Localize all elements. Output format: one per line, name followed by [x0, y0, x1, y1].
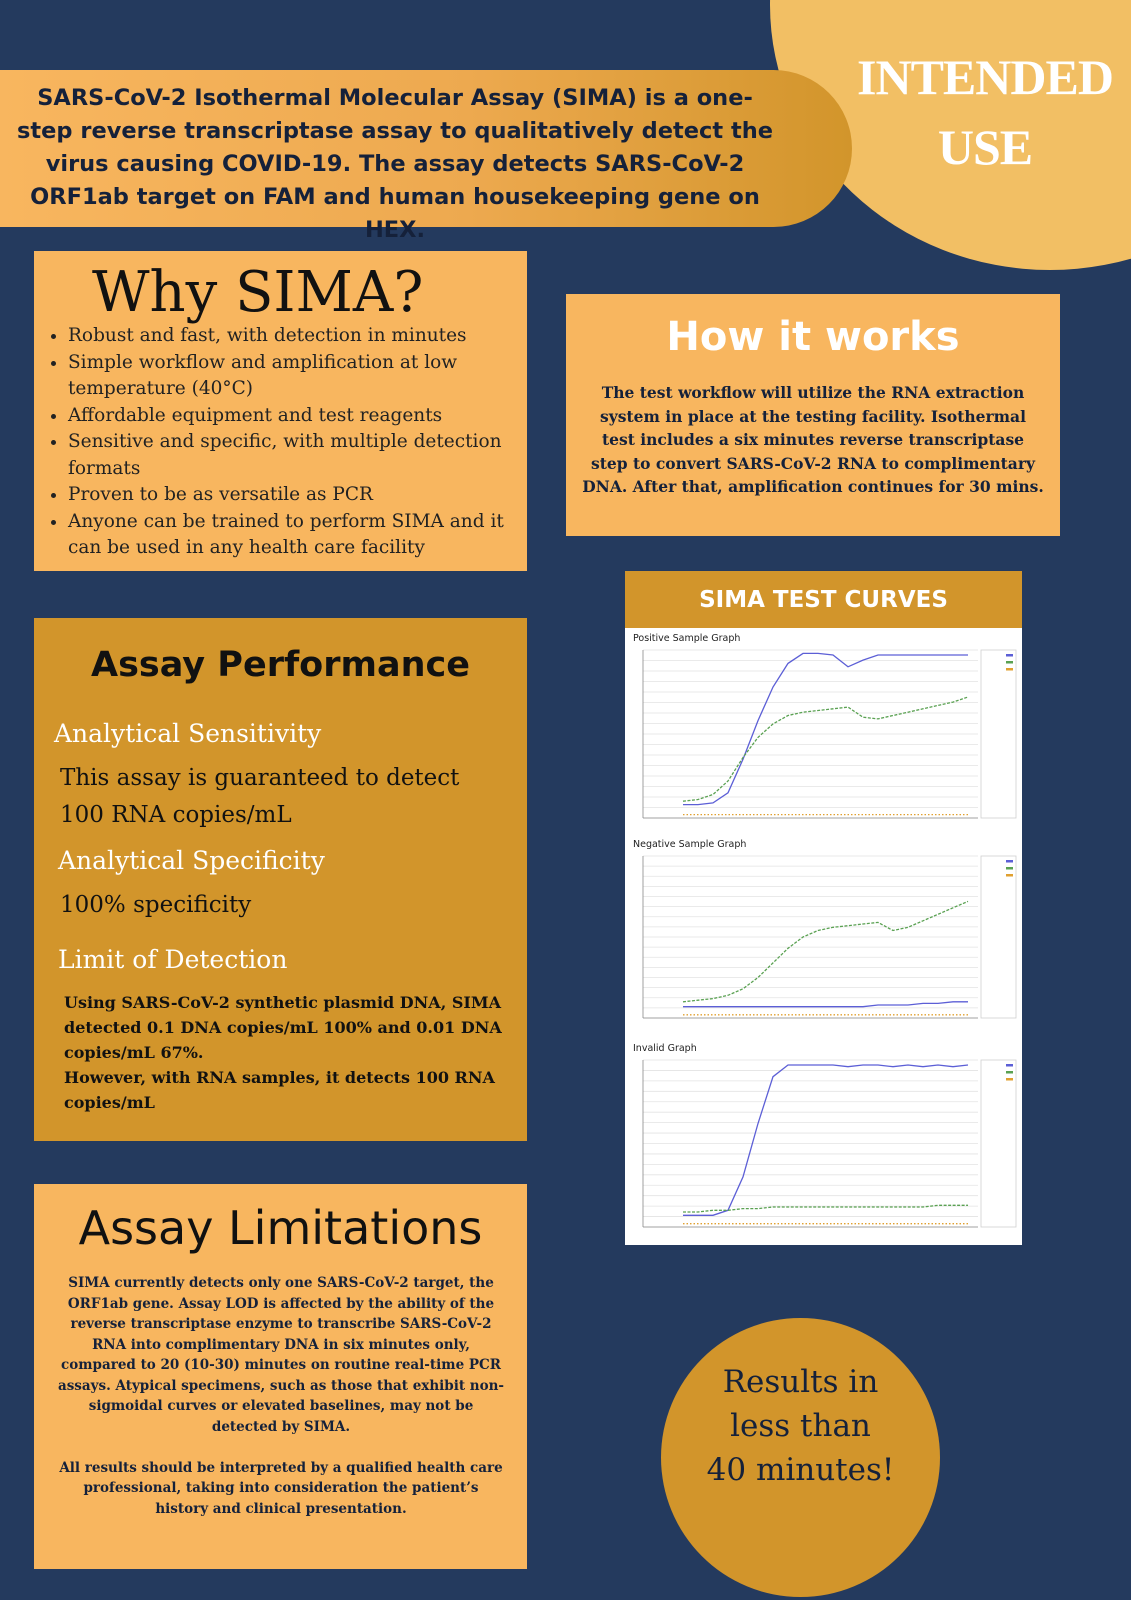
results-line1: Results in: [722, 1364, 879, 1400]
graph-title: Negative Sample Graph: [633, 839, 747, 850]
legend-box: [981, 1060, 1016, 1227]
limitations-paragraph-2: All results should be interpreted by a qualified health care professional, taking into consideration the patient’s history and clinical presentation.: [59, 1459, 503, 1517]
why-sima-list: [44, 323, 514, 562]
specificity-heading: Analytical Specificity: [58, 846, 325, 875]
intended-use-title: [845, 42, 1125, 182]
intended-use-title-line2: USE: [937, 119, 1033, 175]
results-line3: 40 minutes!: [706, 1452, 895, 1488]
graph-title: Positive Sample Graph: [633, 633, 741, 644]
positive-sample-graph: [629, 646, 1018, 832]
how-it-works-title: How it works: [666, 314, 960, 360]
legend-swatch-rox: [1006, 668, 1013, 671]
list-item: • Simple workflow and amplification at low temperature (40°C): [68, 350, 514, 403]
specificity-text: 100% specificity: [60, 892, 252, 918]
legend-swatch-rox: [1006, 1078, 1013, 1081]
sensitivity-heading: Analytical Sensitivity: [54, 719, 322, 748]
legend-swatch-hex: [1006, 867, 1013, 870]
list-item: • Proven to be as versatile as PCR: [68, 482, 514, 509]
legend-swatch-hex: [1006, 661, 1013, 664]
assay-limitations-title: Assay Limitations: [78, 1201, 483, 1255]
lod-heading: Limit of Detection: [58, 945, 288, 974]
assay-limitations-text: [56, 1273, 506, 1540]
test-curves-panel: [625, 628, 1022, 1245]
negative-sample-graph: [629, 852, 1018, 1032]
why-sima-title: Why SIMA?: [92, 260, 424, 325]
list-item: • Sensitive and specific, with multiple detection formats: [68, 429, 514, 482]
sensitivity-text: This assay is guaranteed to detect 100 RNA copies/mL: [60, 765, 460, 828]
list-item: • Robust and fast, with detection in minutes: [68, 323, 514, 350]
limitations-paragraph-1: SIMA currently detects only one SARS-CoV-2 target, the ORF1ab gene. Assay LOD is affected by the ability of the reverse transcriptase enzyme to transcribe SARS-CoV-2 RNA into complimentary DNA in six minutes only, compared to 20 (10-30) minutes on routine real-time PCR assays. Atypical specimens, such as those that exhibit non-sigmoidal curves or elevated baselines, may not be detected by SIMA.: [57, 1275, 505, 1435]
chart-background: [629, 852, 1018, 1032]
legend-swatch-rox: [1006, 874, 1013, 877]
lod-text-2: However, with RNA samples, it detects 100 RNA copies/mL: [64, 1068, 495, 1112]
legend-swatch-fam: [1006, 1064, 1013, 1067]
results-line2: less than: [730, 1408, 871, 1444]
test-curves-title: SIMA TEST CURVES: [699, 587, 948, 613]
results-badge-text: [661, 1360, 940, 1492]
invalid-graph: [629, 1056, 1018, 1241]
lod-text-1: Using SARS-CoV-2 synthetic plasmid DNA, SIMA detected 0.1 DNA copies/mL 100% and 0.01 DNA copies/mL 67%.: [64, 993, 502, 1062]
graph-title: Invalid Graph: [633, 1043, 697, 1054]
list-item: • Affordable equipment and test reagents: [68, 403, 514, 430]
how-it-works-text: The test workflow will utilize the RNA extraction system in place at the testing facility. Isothermal test includes a six minutes reverse transcriptase step to convert SARS-CoV-2 RNA to complimentary DNA. After that, amplification continues for 30 mins.: [582, 383, 1044, 496]
list-item: • Anyone can be trained to perform SIMA and it can be used in any health care facility: [68, 509, 514, 562]
intended-use-title-line1: INTENDED: [857, 49, 1113, 105]
legend-swatch-fam: [1006, 860, 1013, 863]
assay-performance-title: Assay Performance: [91, 645, 470, 685]
lod-text: [64, 990, 514, 1115]
legend-swatch-fam: [1006, 654, 1013, 657]
legend-box: [981, 856, 1016, 1018]
legend-swatch-hex: [1006, 1071, 1013, 1074]
legend-box: [981, 650, 1016, 818]
chart-background: [629, 1056, 1018, 1241]
intended-use-description: SARS-CoV-2 Isothermal Molecular Assay (SIMA) is a one-step reverse transcriptase assay to qualitatively detect the virus causing COVID-19. The assay detects SARS-CoV-2 ORF1ab target on FAM and human housekeeping gene on HEX.: [17, 85, 773, 243]
